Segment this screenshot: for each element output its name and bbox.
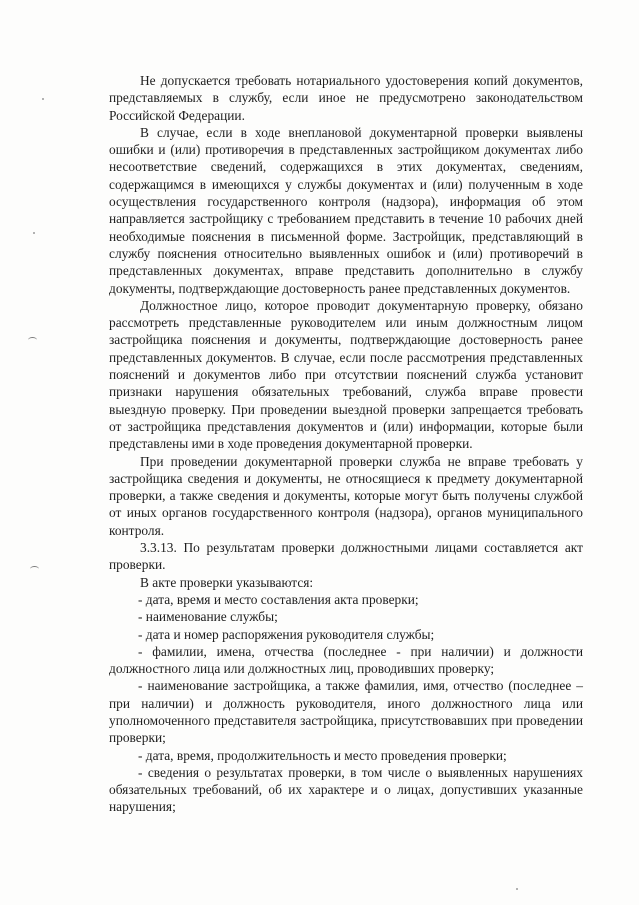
document-body: [109, 72, 583, 816]
scan-dot: [516, 888, 518, 890]
scan-dot: [33, 232, 35, 234]
scan-dot: [42, 98, 44, 100]
paragraph: В случае, если в ходе внеплановой документарной проверки выявлены ошибки и (или) противоречия в представленных застройщиком документах либо несоответствие сведений, содержащихся в этих документах, сведениям, содержащимся в имеющихся у службы документах и (или) полученным в ходе осуществления государственного контроля (надзора), информация об этом направляется застройщику с требованием представить в течение 10 рабочих дней необходимые пояснения в письменной форме. Застройщик, представляющий в службу пояснения относительно выявленных ошибок и (или) противоречий в представленных документах, вправе представить дополнительно в службу документы, подтверждающие достоверность ранее представленных документов.: [109, 124, 583, 296]
list-item: - дата, время и место составления акта проверки;: [138, 591, 419, 607]
list-item: - наименование службы;: [138, 609, 278, 625]
scan-mark: [30, 566, 39, 572]
list-intro: В акте проверки указываются:: [140, 574, 314, 590]
list-item: - дата, время, продолжительность и место проведения проверки;: [138, 747, 507, 763]
list-item: - дата и номер распоряжения руководителя службы;: [138, 626, 435, 642]
paragraph: Должностное лицо, которое проводит документарную проверку, обязано рассмотреть представленные руководителем или иным должностным лицом застройщика пояснения и документы, подтверждающие достоверность ранее представленных документов. В случае, если после рассмотрения представленных пояснений и документов либо при отсутствии пояснений служба установит признаки нарушения обязательных требований, служба вправе провести выездную проверку. При проведении выездной проверки запрещается требовать от застройщика представления документов и (или) информации, которые были представлены ими в ходе проведения документарной проверки.: [109, 297, 583, 452]
list-item: - фамилии, имена, отчества (последнее - при наличии) и должности должностного лица или должностных лиц, проводивших проверку;: [109, 643, 583, 677]
list-item: - сведения о результатах проверки, в том числе о выявленных нарушениях обязательных требований, об их характере и о лицах, допустивших указанные нарушения;: [109, 764, 583, 815]
paragraph: При проведении документарной проверки служба не вправе требовать у застройщика сведения и документы, не относящиеся к предмету документарной проверки, а также сведения и документы, которые могут быть получены службой от иных органов государственного контроля (надзора), органов муниципального контроля.: [109, 453, 583, 538]
scan-mark: [28, 337, 37, 343]
paragraph: Не допускается требовать нотариального удостоверения копий документов, представляемых в службу, если иное не предусмотрено законодательством Российской Федерации.: [109, 73, 583, 123]
section-paragraph: 3.3.13. По результатам проверки должностными лицами составляется акт проверки.: [109, 540, 583, 573]
list-item: - наименование застройщика, а также фамилия, имя, отчество (последнее – при наличии) и должность руководителя, иного должностного лица или уполномоченного представителя застройщика, присутствовавших при проведении проверки;: [109, 678, 583, 746]
